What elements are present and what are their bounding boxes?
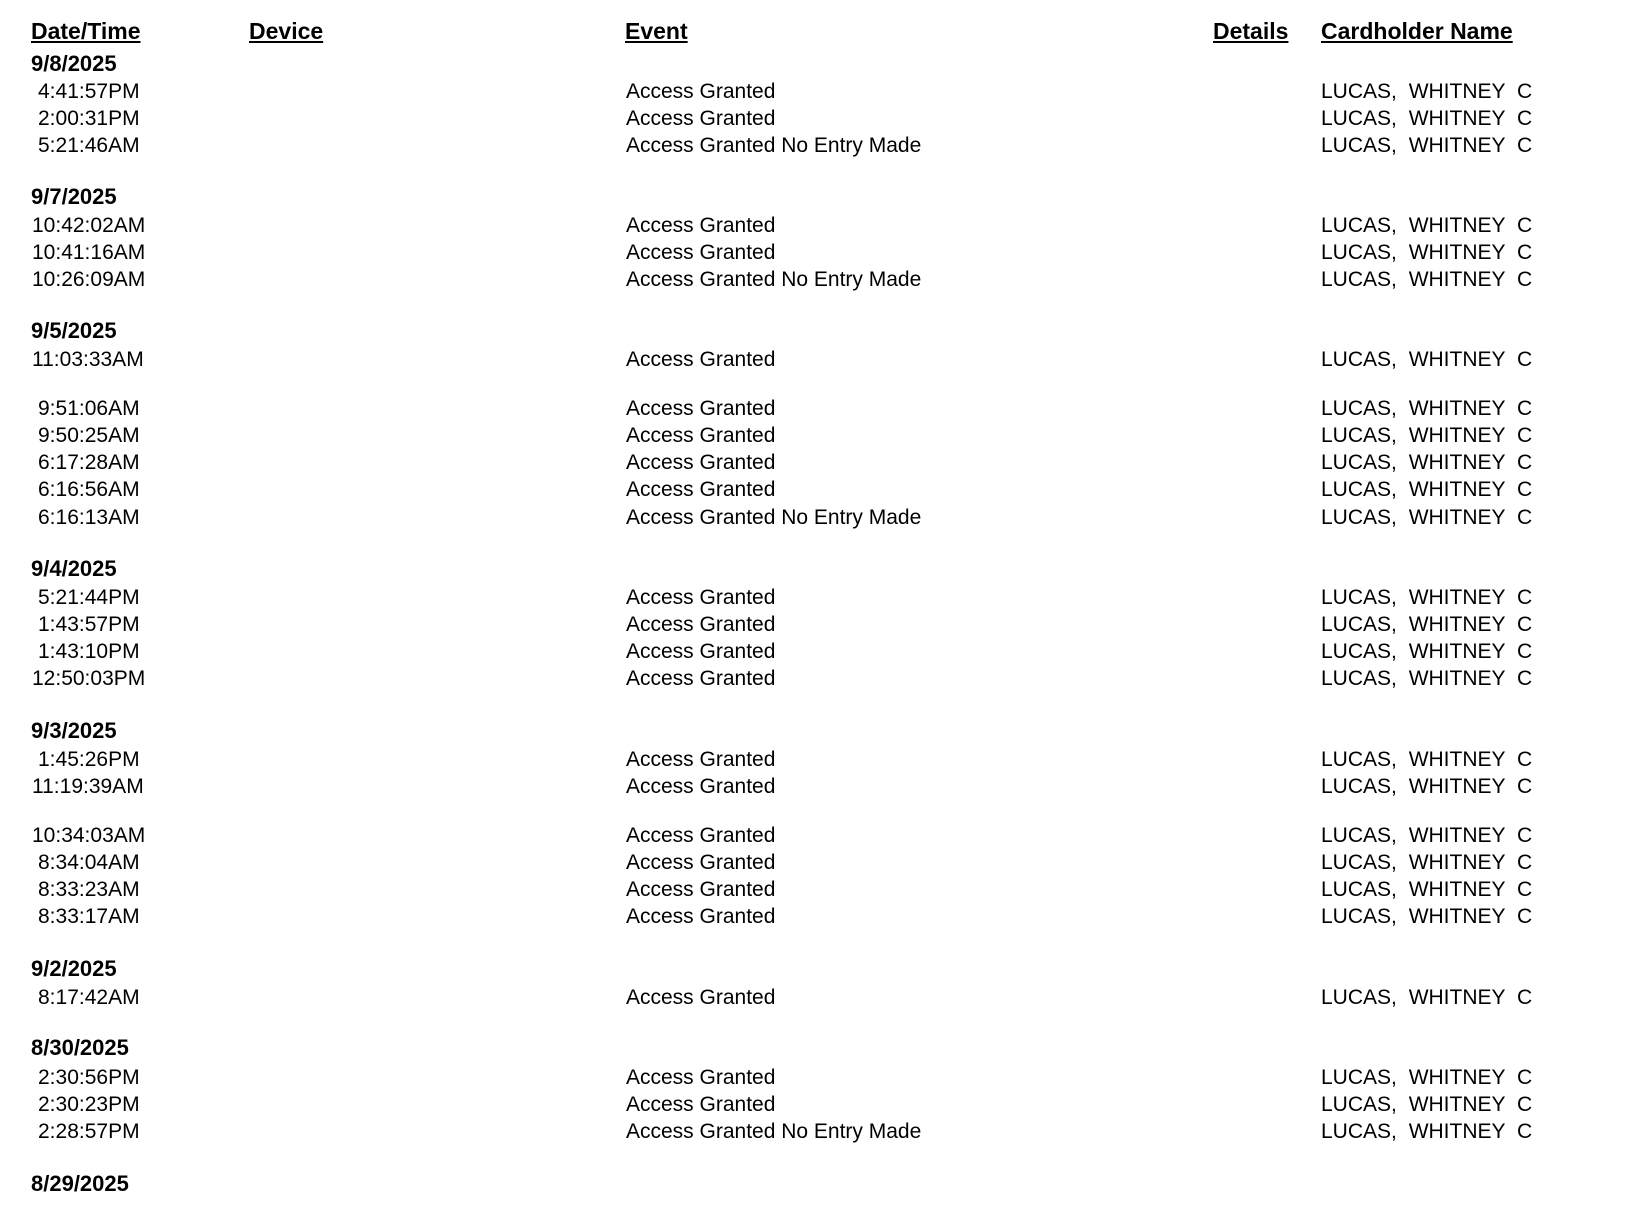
header-event: Event bbox=[625, 18, 688, 44]
row-cardholder: LUCAS, WHITNEY C bbox=[1321, 748, 1533, 771]
group-date: 9/2/2025 bbox=[31, 956, 117, 981]
table-row bbox=[0, 746, 1646, 773]
date-group-header bbox=[0, 1034, 1646, 1061]
row-time: 6:16:56AM bbox=[38, 478, 140, 501]
header-datetime: Date/Time bbox=[31, 18, 141, 44]
group-date: 9/7/2025 bbox=[31, 184, 117, 209]
row-time: 1:45:26PM bbox=[38, 748, 140, 771]
row-event: Access Granted bbox=[626, 986, 776, 1009]
table-row bbox=[0, 876, 1646, 903]
row-cardholder: LUCAS, WHITNEY C bbox=[1321, 986, 1533, 1009]
group-date: 9/4/2025 bbox=[31, 556, 117, 581]
row-event: Access Granted bbox=[626, 748, 776, 771]
row-time: 9:50:25AM bbox=[38, 424, 140, 447]
row-cardholder: LUCAS, WHITNEY C bbox=[1321, 268, 1533, 291]
table-row bbox=[0, 422, 1646, 449]
table-row bbox=[0, 78, 1646, 105]
table-row bbox=[0, 239, 1646, 266]
row-cardholder: LUCAS, WHITNEY C bbox=[1321, 1120, 1533, 1143]
table-row bbox=[0, 395, 1646, 422]
row-cardholder: LUCAS, WHITNEY C bbox=[1321, 107, 1533, 130]
row-event: Access Granted No Entry Made bbox=[626, 506, 922, 529]
table-row bbox=[0, 584, 1646, 611]
row-event: Access Granted bbox=[626, 775, 776, 798]
table-row bbox=[0, 1064, 1646, 1091]
row-time: 2:30:56PM bbox=[38, 1066, 140, 1089]
date-group-header bbox=[0, 1170, 1646, 1197]
date-group-header bbox=[0, 317, 1646, 344]
row-time: 8:33:23AM bbox=[38, 878, 140, 901]
row-cardholder: LUCAS, WHITNEY C bbox=[1321, 613, 1533, 636]
row-time: 2:00:31PM bbox=[38, 107, 140, 130]
table-row bbox=[0, 665, 1646, 692]
table-row bbox=[0, 449, 1646, 476]
row-time: 10:34:03AM bbox=[32, 824, 146, 847]
row-time: 6:17:28AM bbox=[38, 451, 140, 474]
row-time: 5:21:46AM bbox=[38, 134, 140, 157]
row-cardholder: LUCAS, WHITNEY C bbox=[1321, 824, 1533, 847]
row-time: 6:16:13AM bbox=[38, 506, 140, 529]
table-row bbox=[0, 903, 1646, 930]
table-row bbox=[0, 773, 1646, 800]
header-cardholder-name: Cardholder Name bbox=[1321, 18, 1513, 44]
row-cardholder: LUCAS, WHITNEY C bbox=[1321, 506, 1533, 529]
row-event: Access Granted bbox=[626, 1093, 776, 1116]
row-event: Access Granted bbox=[626, 640, 776, 663]
row-time: 11:03:33AM bbox=[32, 348, 144, 371]
group-date: 8/30/2025 bbox=[31, 1035, 129, 1060]
date-group-header bbox=[0, 555, 1646, 582]
row-event: Access Granted bbox=[626, 824, 776, 847]
row-event: Access Granted bbox=[626, 878, 776, 901]
table-row bbox=[0, 984, 1646, 1011]
row-time: 1:43:10PM bbox=[38, 640, 140, 663]
table-row bbox=[0, 212, 1646, 239]
row-cardholder: LUCAS, WHITNEY C bbox=[1321, 424, 1533, 447]
row-event: Access Granted bbox=[626, 905, 776, 928]
row-event: Access Granted bbox=[626, 451, 776, 474]
date-group-header bbox=[0, 183, 1646, 210]
row-time: 10:42:02AM bbox=[32, 214, 146, 237]
row-event: Access Granted bbox=[626, 241, 776, 264]
date-group-header bbox=[0, 955, 1646, 982]
row-time: 10:26:09AM bbox=[32, 268, 146, 291]
row-cardholder: LUCAS, WHITNEY C bbox=[1321, 851, 1533, 874]
row-cardholder: LUCAS, WHITNEY C bbox=[1321, 1093, 1533, 1116]
date-group-header bbox=[0, 717, 1646, 744]
row-cardholder: LUCAS, WHITNEY C bbox=[1321, 214, 1533, 237]
row-event: Access Granted bbox=[626, 80, 776, 103]
table-row bbox=[0, 1118, 1646, 1145]
row-event: Access Granted No Entry Made bbox=[626, 1120, 922, 1143]
row-time: 10:41:16AM bbox=[32, 241, 146, 264]
row-time: 11:19:39AM bbox=[32, 775, 144, 798]
row-cardholder: LUCAS, WHITNEY C bbox=[1321, 640, 1533, 663]
row-event: Access Granted bbox=[626, 586, 776, 609]
row-time: 1:43:57PM bbox=[38, 613, 140, 636]
row-event: Access Granted bbox=[626, 424, 776, 447]
row-cardholder: LUCAS, WHITNEY C bbox=[1321, 348, 1533, 371]
row-event: Access Granted bbox=[626, 397, 776, 420]
row-cardholder: LUCAS, WHITNEY C bbox=[1321, 397, 1533, 420]
table-row bbox=[0, 476, 1646, 503]
table-row bbox=[0, 849, 1646, 876]
row-event: Access Granted bbox=[626, 214, 776, 237]
table-row bbox=[0, 105, 1646, 132]
row-event: Access Granted No Entry Made bbox=[626, 268, 922, 291]
row-time: 4:41:57PM bbox=[38, 80, 140, 103]
row-cardholder: LUCAS, WHITNEY C bbox=[1321, 1066, 1533, 1089]
row-event: Access Granted bbox=[626, 348, 776, 371]
row-cardholder: LUCAS, WHITNEY C bbox=[1321, 134, 1533, 157]
row-cardholder: LUCAS, WHITNEY C bbox=[1321, 775, 1533, 798]
table-row bbox=[0, 266, 1646, 293]
table-row bbox=[0, 346, 1646, 373]
row-time: 2:30:23PM bbox=[38, 1093, 140, 1116]
row-time: 8:34:04AM bbox=[38, 851, 140, 874]
row-cardholder: LUCAS, WHITNEY C bbox=[1321, 878, 1533, 901]
row-cardholder: LUCAS, WHITNEY C bbox=[1321, 586, 1533, 609]
header-details: Details bbox=[1213, 18, 1289, 44]
row-cardholder: LUCAS, WHITNEY C bbox=[1321, 905, 1533, 928]
table-row bbox=[0, 822, 1646, 849]
row-time: 5:21:44PM bbox=[38, 586, 140, 609]
row-time: 8:33:17AM bbox=[38, 905, 140, 928]
table-row bbox=[0, 132, 1646, 159]
table-row bbox=[0, 638, 1646, 665]
header-device: Device bbox=[249, 18, 324, 44]
row-event: Access Granted No Entry Made bbox=[626, 134, 922, 157]
row-time: 8:17:42AM bbox=[38, 986, 140, 1009]
row-cardholder: LUCAS, WHITNEY C bbox=[1321, 478, 1533, 501]
row-cardholder: LUCAS, WHITNEY C bbox=[1321, 667, 1533, 690]
row-event: Access Granted bbox=[626, 851, 776, 874]
row-event: Access Granted bbox=[626, 478, 776, 501]
row-cardholder: LUCAS, WHITNEY C bbox=[1321, 241, 1533, 264]
row-time: 2:28:57PM bbox=[38, 1120, 140, 1143]
table-row bbox=[0, 1091, 1646, 1118]
row-event: Access Granted bbox=[626, 667, 776, 690]
group-date: 9/3/2025 bbox=[31, 718, 117, 743]
group-date: 8/29/2025 bbox=[31, 1171, 129, 1196]
table-row bbox=[0, 611, 1646, 638]
row-cardholder: LUCAS, WHITNEY C bbox=[1321, 451, 1533, 474]
group-date: 9/8/2025 bbox=[31, 51, 117, 76]
date-group-header bbox=[0, 50, 1646, 77]
row-event: Access Granted bbox=[626, 613, 776, 636]
row-time: 9:51:06AM bbox=[38, 397, 140, 420]
table-row bbox=[0, 504, 1646, 531]
group-date: 9/5/2025 bbox=[31, 318, 117, 343]
row-event: Access Granted bbox=[626, 107, 776, 130]
row-event: Access Granted bbox=[626, 1066, 776, 1089]
row-time: 12:50:03PM bbox=[32, 667, 146, 690]
row-cardholder: LUCAS, WHITNEY C bbox=[1321, 80, 1533, 103]
